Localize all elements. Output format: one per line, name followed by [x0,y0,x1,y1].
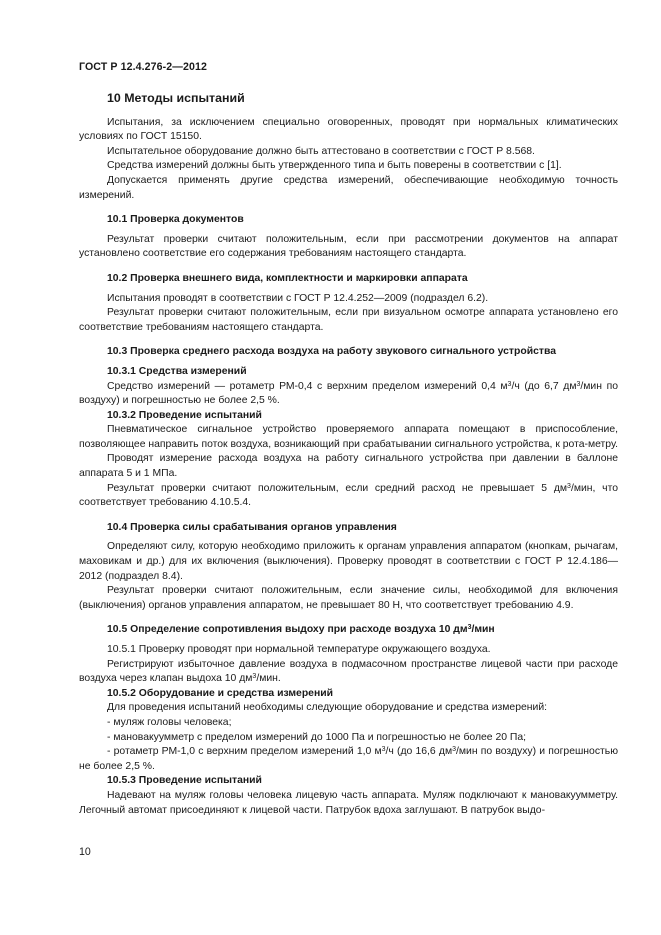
paragraph: Надевают на муляж головы человека лицевую часть аппарата. Муляж подключают к мановакуумметру. Легочный автомат присоединяют к лицевой части. Патрубок вдоха заглушают. В патрубок выдо- [79,789,618,816]
paragraph: Результат проверки считают положительным, если средний расход не превышает 5 $дм^3$/мин, что соответствует требованию 4.10.5.4. [79,482,618,509]
equipment-list [79,716,618,774]
section-10-3-heading: 10.3 Проверка среднего расхода воздуха на работу звукового сигнального устройства [107,346,556,358]
paragraph: Средство измерений — ротаметр РМ-0,4 с верхним пределом измерений 0,4 $м^3/ч$ (до 6,7 $дм^3$/мин по воздуху) и погрешностью не более 2,5 %. [79,380,618,407]
section-10-1-heading: 10.1 Проверка документов [107,214,244,226]
paragraph: Испытания, за исключением специально оговоренных, проводят при нормальных климатических условиях по ГОСТ 15150. [79,116,618,143]
paragraph: Результат проверки считают положительным, если при рассмотрении документов на аппарат установлено соответствие его содержания требованиям настоящего стандарта. [79,233,618,260]
section-10-5-3-heading: 10.5.3 Проведение испытаний [107,775,262,787]
paragraph: Испытания проводят в соответствии с ГОСТ Р 12.4.252—2009 (подраздел 6.2). [107,292,489,304]
paragraph: Проводят измерение расхода воздуха на работу сигнального устройства при давлении в баллоне аппарата 5 и 1 МПа. [79,453,618,480]
section-10-3-2-heading: 10.3.2 Проведение испытаний [107,409,262,421]
section-10-5-2-heading: 10.5.2 Оборудование и средства измерений [107,687,334,699]
paragraph: Пневматическое сигнальное устройство проверяемого аппарата помещают в приспособление, позволяющее направить поток воздуха, возникающий при срабатывании сигнального устройства, к рота-метру. [79,424,619,450]
list-item: - ротаметр РМ-1,0 с верхним пределом измерений 1,0 $м^3/ч$ (до 16,6 $дм^3$/мин по воздуху) и погрешностью не более 2,5 %. [79,746,618,772]
paragraph: 10.5.1 Проверку проводят при нормальной температуре окружающего воздуха. [107,644,491,655]
standard-header: ГОСТ Р 12.4.276-2—2012 [79,61,207,73]
section-10-4-heading: 10.4 Проверка силы срабатывания органов управления [107,521,397,533]
paragraph: Регистрируют избыточное давление воздуха в подмасочном пространстве лицевой части при расходе воздуха через клапан выдоха 10 $дм^3$/мин. [79,658,618,685]
section-10-heading: 10 Методы испытаний [107,91,245,105]
paragraph: Для проведения испытаний необходимы следующие оборудование и средства измерений: [107,702,548,714]
section-10-3-1-heading: 10.3.1 Средства измерений [107,365,247,377]
paragraph: Средства измерений должны быть утвержденного типа и быть поверены в соответствии с [1]. [107,160,562,172]
list-item: - муляж головы человека; [107,716,232,728]
paragraph: Испытательное оборудование должно быть аттестовано в соответствии с ГОСТ Р 8.568. [107,145,535,157]
paragraph: Допускается применять другие средства измерений, обеспечивающие необходимую точность измерений. [79,174,618,201]
section-10-2-heading: 10.2 Проверка внешнего вида, комплектности и маркировки аппарата [107,272,468,284]
page-content [79,91,618,818]
paragraph: Результат проверки считают положительным, если значение силы, необходимой для включения (выключения) органов управления аппаратом, не превышает 80 Н, что соответствует требованию 4.9. [79,585,618,611]
section-10-5-heading: 10.5 Определение сопротивления выдоху при расходе воздуха 10 $дм^3$/мин [107,624,495,636]
paragraph: Определяют силу, которую необходимо приложить к органам управления аппаратом (кнопкам, рычагам, маховикам и др.) для их включения (выключения). Проверку проводят в соответствии с ГОСТ Р 12.4.186—2012 (подраздел 8.4). [79,541,618,582]
paragraph: Результат проверки считают положительным, если при визуальном осмотре аппарата установлено его соответствие требованиям настоящего стандарта. [79,307,618,333]
list-item: - мановакуумметр с пределом измерений до 1000 Па и погрешностью не более 20 Па; [107,731,527,743]
page-number: 10 [79,846,91,858]
